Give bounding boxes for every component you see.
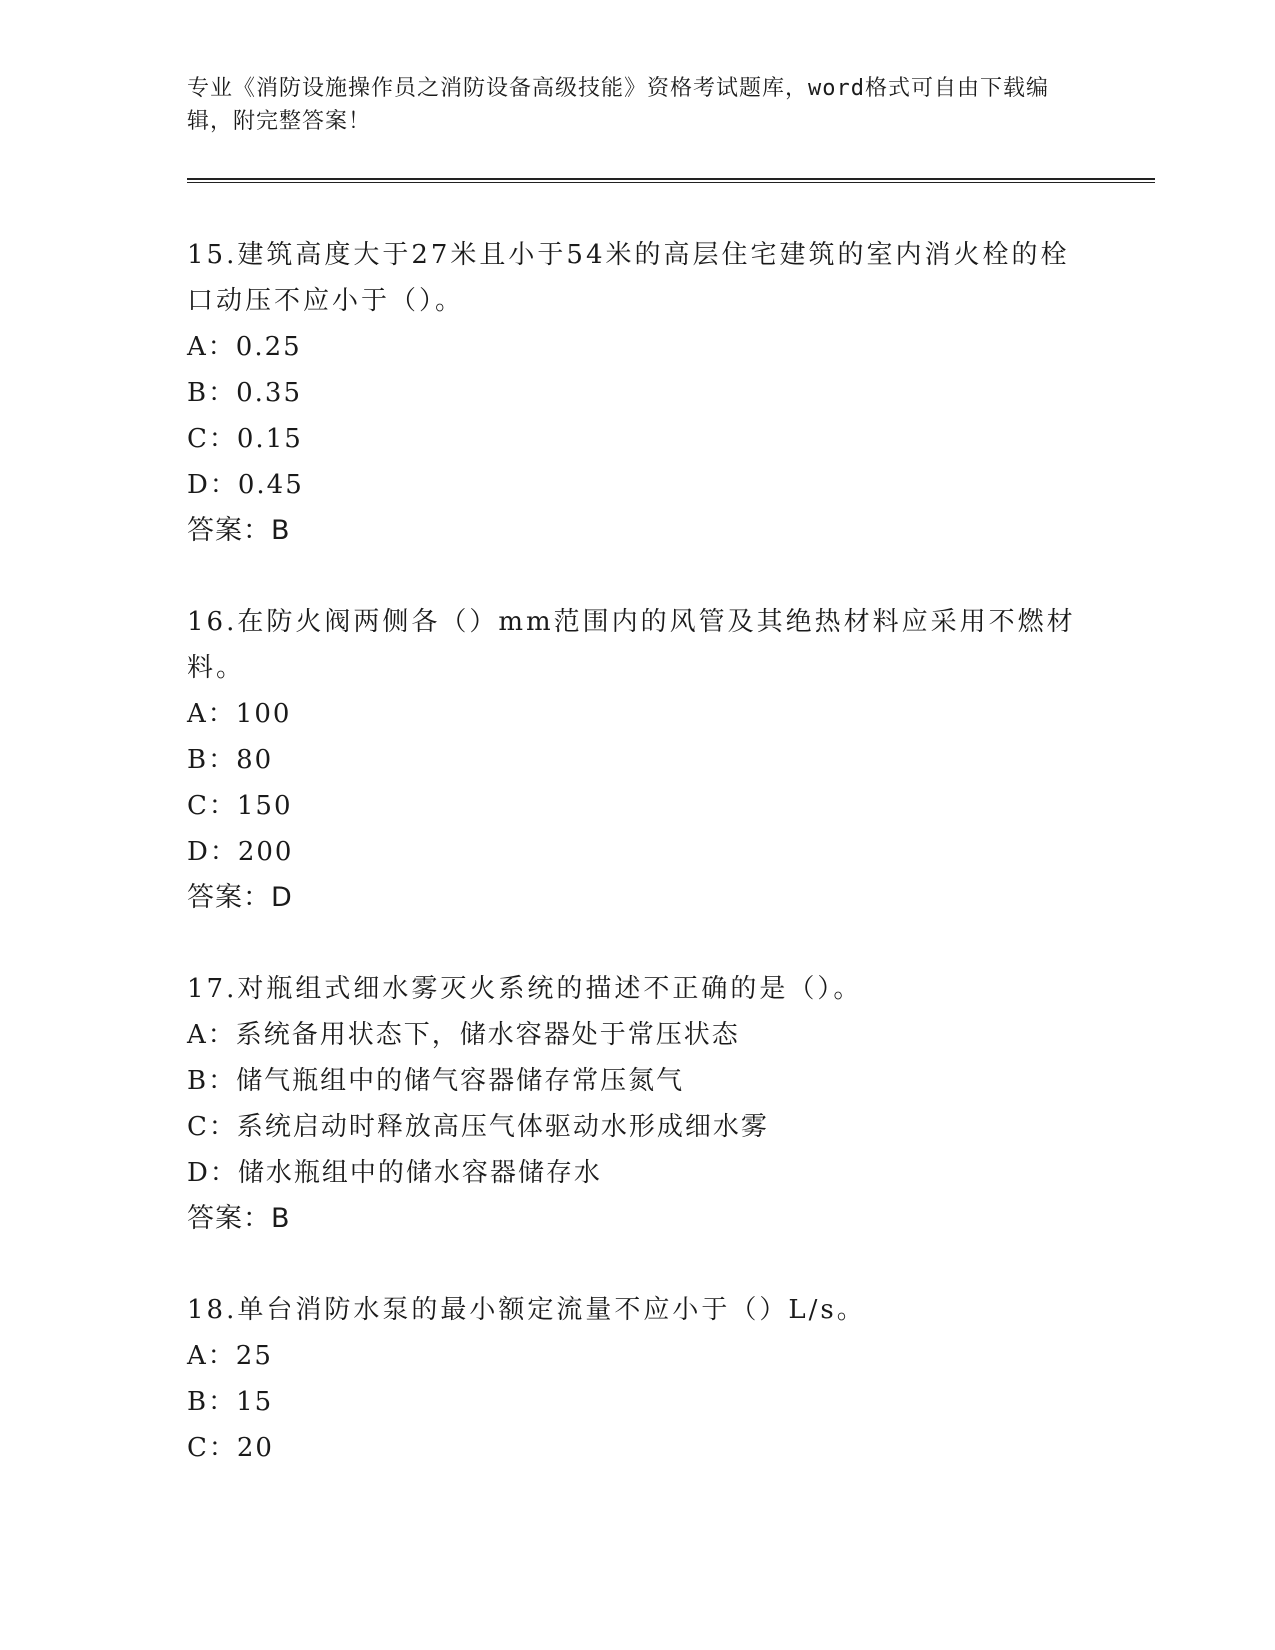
question-stem: 16.在防火阀两侧各（）mm范围内的风管及其绝热材料应采用不燃材料。 (187, 607, 1076, 683)
question-list (187, 232, 1087, 1516)
question-18 (187, 1287, 1087, 1471)
question-stem: 15.建筑高度大于27米且小于54米的高层住宅建筑的室内消火栓的栓口动压不应小于（）。 (187, 240, 1070, 316)
question-15 (187, 232, 1087, 554)
option-a: A：25 (187, 1341, 273, 1371)
option-c: C：150 (187, 791, 293, 821)
header-divider (187, 178, 1155, 183)
answer: 答案：D (187, 882, 293, 913)
option-c: C：20 (187, 1433, 274, 1463)
question-17 (187, 966, 1087, 1242)
question-16 (187, 599, 1087, 921)
option-a: A：系统备用状态下，储水容器处于常压状态 (187, 1020, 740, 1050)
option-b: B：0.35 (187, 378, 302, 408)
option-b: B：15 (187, 1387, 274, 1417)
option-c: C：0.15 (187, 424, 303, 454)
question-stem: 18.单台消防水泵的最小额定流量不应小于（）L/s。 (187, 1295, 866, 1325)
option-b: B：储气瓶组中的储气容器储存常压氮气 (187, 1066, 685, 1096)
option-c: C：系统启动时释放高压气体驱动水形成细水雾 (187, 1112, 769, 1142)
option-a: A：0.25 (187, 332, 302, 362)
option-d: D：0.45 (187, 470, 304, 500)
option-d: D：200 (187, 837, 294, 867)
answer: 答案：B (187, 515, 291, 546)
document-header: 专业《消防设施操作员之消防设备高级技能》资格考试题库，word格式可自由下载编辑，附完整答案！ (187, 76, 1049, 134)
answer: 答案：B (187, 1203, 291, 1234)
option-d: D：储水瓶组中的储水容器储存水 (187, 1158, 602, 1188)
option-a: A：100 (187, 699, 292, 729)
question-stem: 17.对瓶组式细水雾灭火系统的描述不正确的是（）。 (187, 974, 863, 1004)
option-b: B：80 (187, 745, 274, 775)
